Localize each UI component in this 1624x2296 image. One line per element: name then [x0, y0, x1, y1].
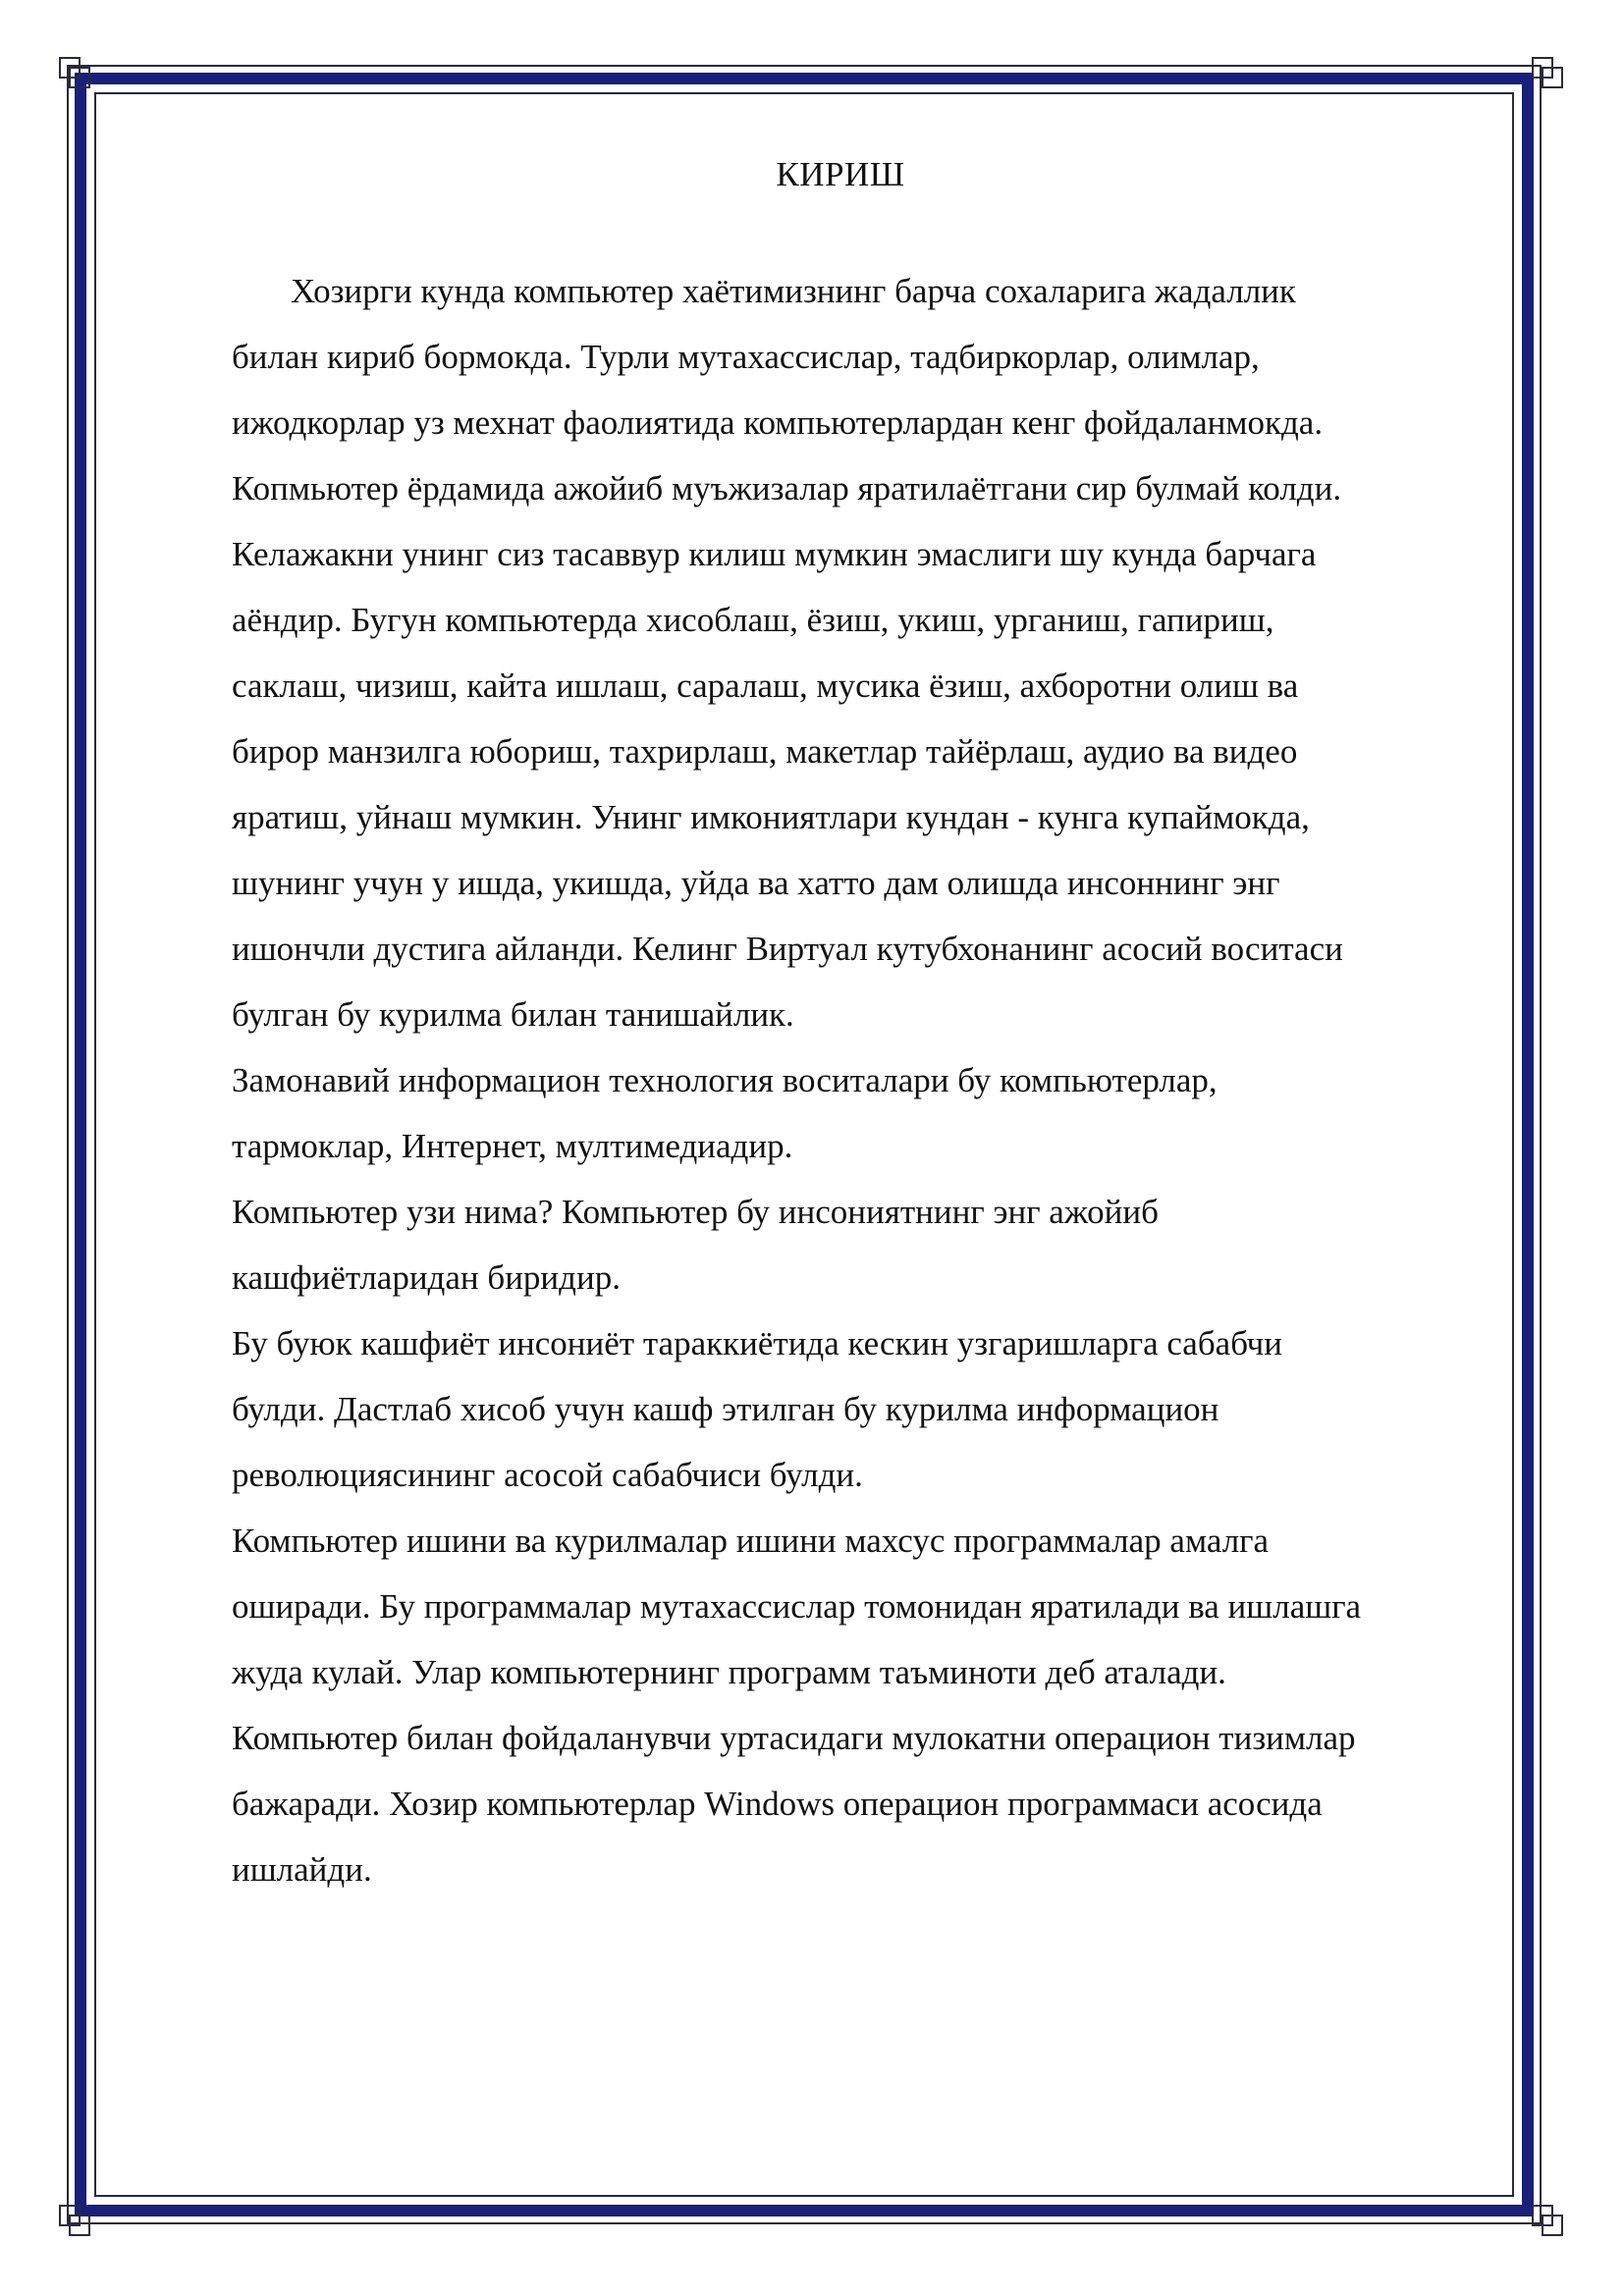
text-line: Замонавий информацион технология воситалари бу компьютерлар,	[232, 1061, 1218, 1099]
text-line: Компьютер ишини ва курилмалар ишини махсус программалар амалга	[232, 1522, 1270, 1560]
text-line: бирор манзилга юбориш, тахрирлаш, макетлар тайёрлаш, аудио ва видео	[232, 732, 1298, 771]
text-line: Компьютер узи нима? Компьютер бу инсониятнинг энг ажойиб	[232, 1193, 1159, 1231]
document-title: КИРИШ	[776, 155, 905, 193]
corner-ornament-bottom-right	[1532, 2205, 1565, 2238]
text-line: Копмьютер ёрдамида ажойиб муъжизалар яратилаётгани сир булмай колди.	[232, 469, 1342, 507]
text-line: Компьютер билан фойдаланувчи уртасидаги мулокатни операцион тизимлар	[232, 1719, 1356, 1757]
text-line: ишончли дустига айланди. Келинг Виртуал кутубхонанинг асосий воситаси	[232, 930, 1343, 968]
text-line: аёндир. Бугун компьютерда хисоблаш, ёзиш, укиш, урганиш, гапириш,	[232, 601, 1274, 639]
text-line: Келажакни унинг сиз тасаввур килиш мумкин эмаслиги шу кунда барчага	[232, 535, 1317, 573]
text-line: булди. Дастлаб хисоб учун кашф этилган бу курилма информацион	[232, 1390, 1219, 1428]
text-line: бажаради. Хозир компьютерлар Windows операцион программаси асосида	[232, 1785, 1323, 1823]
text-line: кашфиётларидан биридир.	[232, 1258, 621, 1297]
text-line: тармоклар, Интернет, мултимедиадир.	[232, 1127, 793, 1165]
text-line: булган бу курилма билан танишайлик.	[232, 995, 794, 1034]
text-line: саклаш, чизиш, кайта ишлаш, саралаш, мусика ёзиш, ахборотни олиш ва	[232, 667, 1299, 705]
text-line: шунинг учун у ишда, укишда, уйда ва хатто дам олишда инсоннинг энг	[232, 864, 1280, 902]
text-line: оширади. Бу программалар мутахассислар томонидан яратилади ва ишлашга	[232, 1587, 1362, 1626]
document-body	[232, 258, 1508, 1902]
text-line: Хозирги кунда компьютер хаётимизнинг барча сохаларига жадаллик	[291, 272, 1296, 310]
corner-ornament-bottom-left	[59, 2205, 92, 2238]
text-line: яратиш, уйнаш мумкин. Унинг имкониятлари кундан - кунга купаймокда,	[232, 798, 1310, 836]
corner-ornament-top-right	[1532, 57, 1565, 90]
corner-ornament-top-left	[59, 57, 92, 90]
text-line: ишлайди.	[232, 1850, 372, 1889]
text-line: ижодкорлар уз мехнат фаолиятида компьютерлардан кенг фойдаланмокда.	[232, 403, 1324, 442]
text-line: Бу буюк кашфиёт инсониёт тараккиётида кескин узгаришларга сабабчи	[232, 1324, 1282, 1362]
text-line: революциясининг асосой сабабчиси булди.	[232, 1456, 863, 1494]
document-content	[232, 147, 1508, 1902]
text-line: жуда кулай. Улар компьютернинг программ таъминоти деб аталади.	[232, 1653, 1226, 1691]
text-line: билан кириб бормокда. Турли мутахассислар, тадбиркорлар, олимлар,	[232, 338, 1260, 376]
